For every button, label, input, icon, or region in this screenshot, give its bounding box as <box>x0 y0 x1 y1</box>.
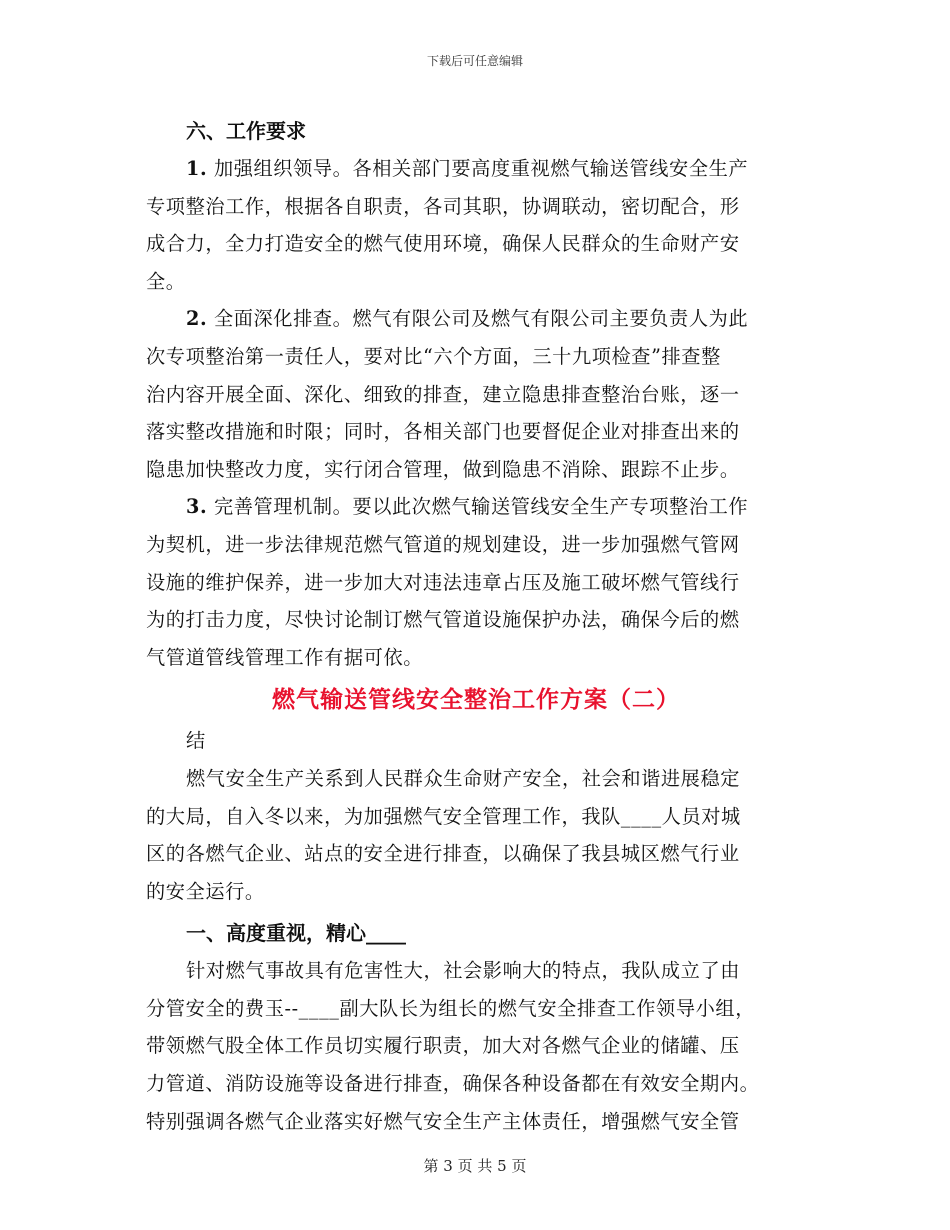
paragraph-leadership: 针对燃气事故具有危害性大，社会影响大的特点，我队成立了由 分管安全的费玉--____副大队长为组长的燃气安全排查工作领导小组， 带领燃气股全体工作员切实履行职责，加大对各燃气企业的储罐、压 力管道、消防设施等设备进行排查，确保各种设备都在有效安全期内。 特别强调各燃气企业落实好燃气安全生产主体责任，增强燃气安全管 <box>146 959 760 1133</box>
item-number: 2. <box>186 307 208 331</box>
intro-word: 结 <box>186 729 206 753</box>
paragraph-intro: 燃气安全生产关系到人民群众生命财产安全，社会和谐进展稳定 的大局，自入冬以来，为加强燃气安全管理工作，我队____人员对城 区的各燃气企业、站点的安全进行排查，以确保了我县城区燃气行业 的安全运行。 <box>146 766 741 903</box>
requirement-item-2: 2. 全面深化排查。燃气有限公司及燃气有限公司主要负责人为此 次专项整治第一责任人，要对比“六个方面，三十九项检查”排查整 治内容开展全面、深化、细致的排查，建立隐患排查整治台账，逐一 落实整改措施和时限；同时，各相关部门也要督促企业对排查出来的 隐患加快整改力度，实行闭合管理，做到隐患不消除、跟踪不止步。 <box>146 307 749 481</box>
page-footer: 第 3 页 共 5 页 <box>423 1157 527 1175</box>
item-number: 1. <box>186 157 208 180</box>
item-number: 3. <box>186 495 208 519</box>
requirement-item-3: 3. 完善管理机制。要以此次燃气输送管线安全生产专项整治工作 为契机，进一步法律规范燃气管道的规划建设，进一步加强燃气管网 设施的维护保养，进一步加大对违法违章占压及施工破坏燃气管线行 为的打击力度，尽快讨论制订燃气管道设施保护办法，确保今后的燃 气管道管线管理工作有据可依。 <box>146 495 749 669</box>
section-heading-attention: 一、高度重视，精心____ <box>186 921 406 946</box>
document-body <box>146 108 806 1140</box>
section-heading-work-requirements: 六、工作要求 <box>186 119 306 143</box>
page-header: 下载后可任意编辑 <box>426 54 523 68</box>
document-title: 燃气输送管线安全整治工作方案（二） <box>272 686 680 714</box>
requirement-item-1: 1. 加强组织领导。各相关部门要高度重视燃气输送管线安全生产 专项整治工作，根据各自职责，各司其职，协调联动，密切配合，形 成合力，全力打造安全的燃气使用环境，确保人民群众的生命财产安 全。 <box>146 157 749 293</box>
